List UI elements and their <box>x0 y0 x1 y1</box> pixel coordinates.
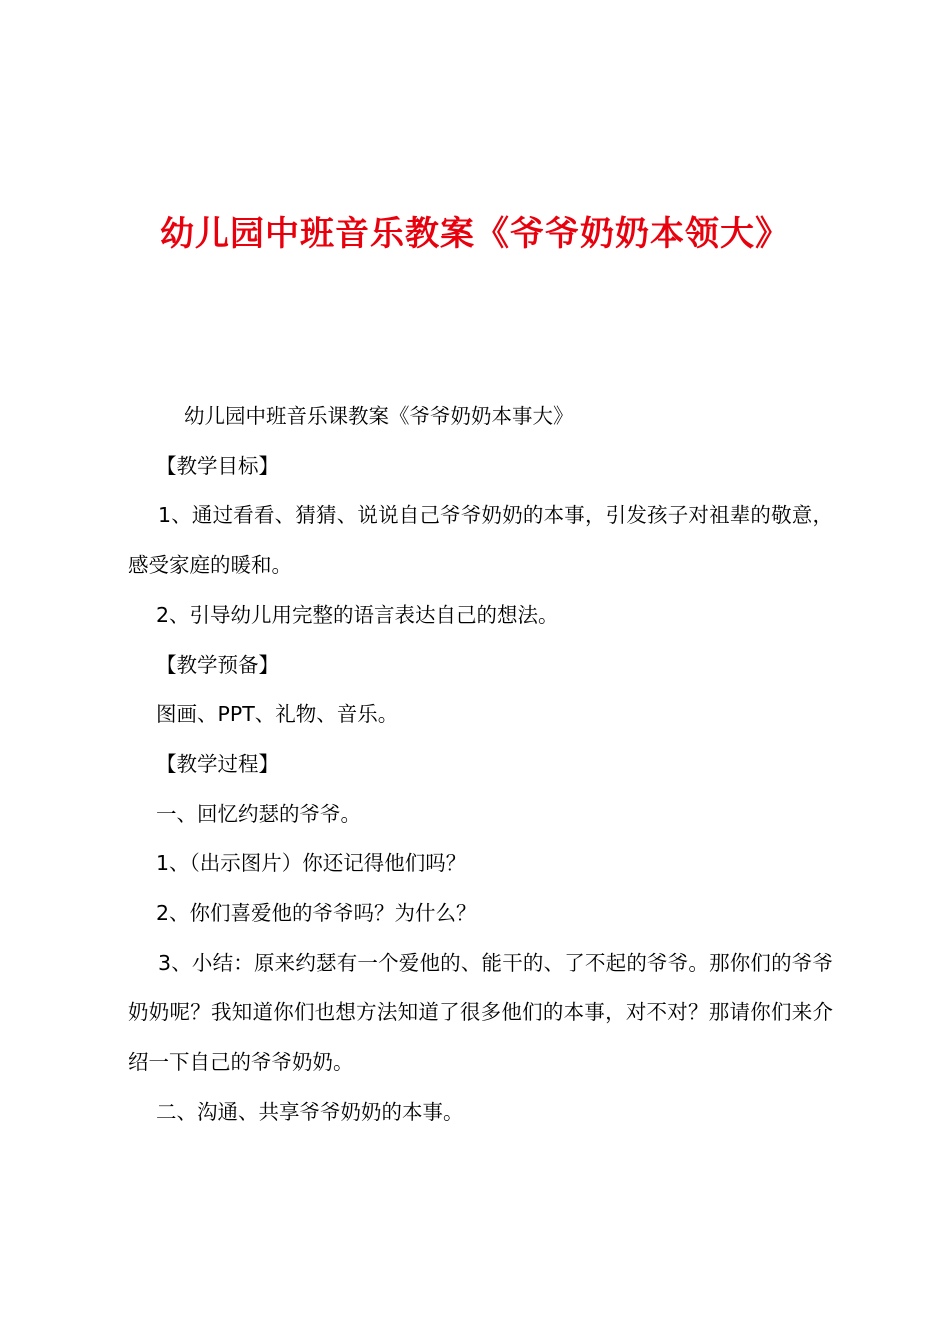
section-heading-goals: 【教学目标】 <box>156 453 279 478</box>
paragraph-subtitle: 幼儿园中班音乐课教案《爷爷奶奶本事大》 <box>184 404 574 428</box>
paragraph-step-2: 二、沟通、共享爷爷奶奶的本事。 <box>156 1099 464 1124</box>
document-body <box>128 392 833 1138</box>
section-heading-process: 【教学过程】 <box>156 751 279 776</box>
document-title: 幼儿园中班音乐教案《爷爷奶奶本领大》 <box>160 214 790 254</box>
paragraph-summary: 3、小结：原来约瑟有一个爱他的、能干的、了不起的爷爷。那你们的爷爷奶奶呢？我知道你们也想方法知道了很多他们的本事，对不对？那请你们来介绍一下自己的爷爷奶奶。 <box>128 950 833 1075</box>
paragraph-question-1: 1、（出示图片）你还记得他们吗？ <box>156 851 467 876</box>
paragraph-goal-1: 1、通过看看、猜猜、说说自己爷爷奶奶的本事，引发孩子对祖辈的敬意，感受家庭的暖和。 <box>128 503 833 578</box>
paragraph-step-1: 一、回忆约瑟的爷爷。 <box>156 801 361 826</box>
paragraph-question-2: 2、你们喜爱他的爷爷吗？为什么？ <box>156 901 477 926</box>
paragraph-materials: 图画、PPT、礼物、音乐。 <box>156 702 399 727</box>
section-heading-preparation: 【教学预备】 <box>156 652 279 677</box>
paragraph-goal-2: 2、引导幼儿用完整的语言表达自己的想法。 <box>156 602 559 627</box>
